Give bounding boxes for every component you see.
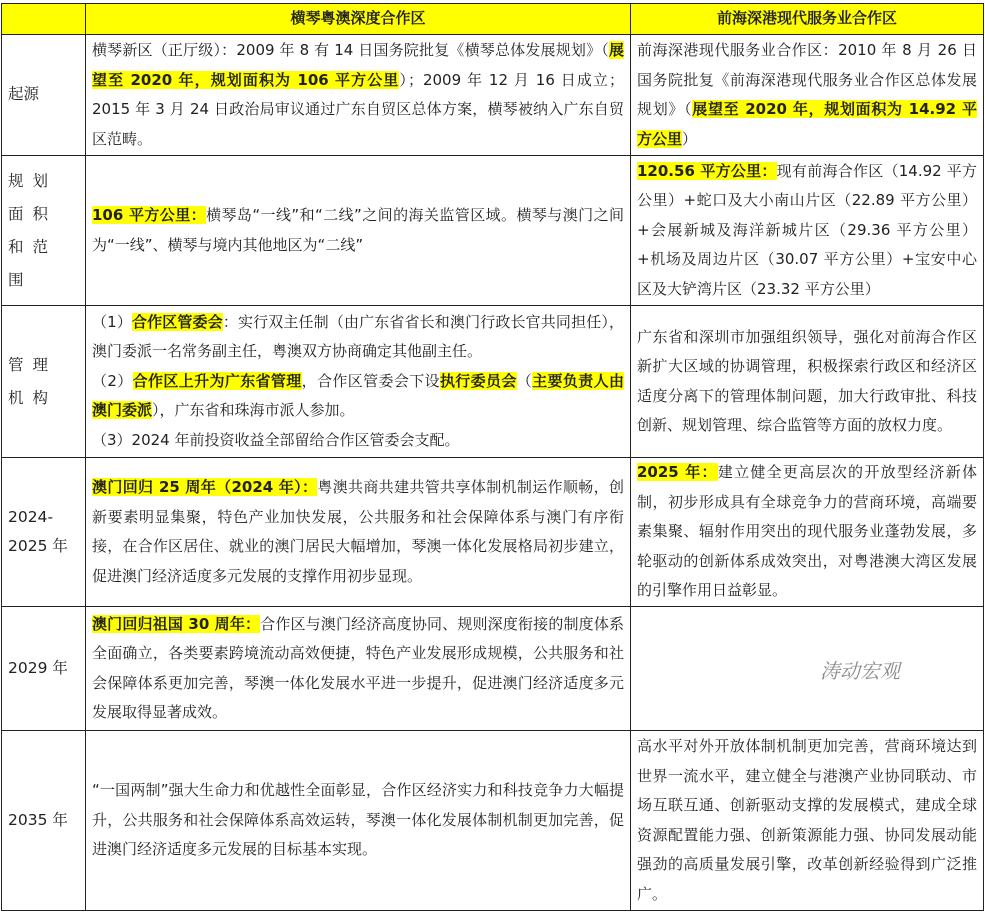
cell-text: ，合作区管委会下设 — [301, 371, 440, 390]
cell-text: “一国两制”强大生命力和优越性全面彰显，合作区经济实力和科技竞争力大幅提升，公共服务和社会保障体系高效运转，琴澳一体化发展体制机制更加完善，促进澳门经济适度多元发展的目标基本实现。 — [92, 781, 624, 859]
table-row — [2, 306, 984, 458]
hengqin-cell — [86, 306, 631, 458]
watermark: 涛动宏观 — [820, 659, 900, 683]
row-label: 规划面积和范围 — [2, 156, 86, 306]
row-label: 管理机构 — [2, 306, 86, 458]
qianhai-cell — [631, 35, 984, 156]
highlighted-text: 合作区管委会 — [131, 312, 223, 331]
qianhai-cell — [631, 156, 984, 306]
highlighted-text: 澳门回归祖国 30 周年： — [92, 614, 261, 633]
table-row — [2, 731, 984, 911]
cell-text: ） — [682, 129, 698, 148]
table-row — [2, 458, 984, 607]
cell-text: 合作区与澳门经济高度协同、规则深度衔接的制度体系全面确立，各类要素跨境流动高效便捷，特色产业发展形成规模，公共服务和社会保障体系更加完善，琴澳一体化发展水平进一步提升，促进澳门经济适度多元发展取得显著成效。 — [92, 614, 624, 721]
highlighted-text: 120.56 平方公里： — [637, 161, 777, 180]
row-label: 2035 年 — [2, 731, 86, 911]
cell-text: ），广东省和珠海市派人参加。 — [152, 401, 355, 420]
hengqin-cell — [86, 731, 631, 911]
header-qianhai: 前海深港现代服务业合作区 — [631, 4, 984, 35]
cell-text: （1） — [92, 312, 132, 331]
table-row — [2, 607, 984, 731]
hengqin-cell — [86, 35, 631, 156]
header-hengqin: 横琴粤澳深度合作区 — [86, 4, 631, 35]
cell-text: ：实行双主任制（由广东省省长和澳门行政长官共同担任），澳门委派一名常务副主任，粤澳双方协商确定其他副主任。 — [92, 312, 624, 361]
cell-text: 前海深港现代服务业合作区：2010 年 8 月 26 日国务院批复《前海深港现代服务业合作区总体发展规划》（ — [637, 41, 977, 118]
qianhai-cell — [631, 607, 984, 731]
hengqin-cell — [86, 156, 631, 306]
highlighted-text: 主要负责人由澳门委派 — [92, 371, 624, 420]
highlighted-text: 展望至 2020 年，规划面积为 14.92 平方公里 — [637, 100, 977, 148]
cell-text: ）；2009 年 12 月 16 日成立；2015 年 3 月 24 日政治局审议通过广东自贸区总体方案，横琴被纳入广东自贸区范畴。 — [92, 70, 624, 148]
table-row — [2, 35, 984, 156]
hengqin-cell — [86, 458, 631, 607]
cell-text: 广东省和深圳市加强组织领导，强化对前海合作区新扩大区域的协调管理，积极探索行政区和经济区适度分离下的管理体制问题，加大行政审批、科技创新、规划管理、综合监管等方面的放权力度。 — [637, 327, 977, 434]
cell-text: （3）2024 年前投资收益全部留给合作区管委会支配。 — [92, 430, 460, 449]
row-label: 2024-2025 年 — [2, 458, 86, 607]
highlighted-text: 合作区上升为广东省管理 — [132, 371, 302, 390]
highlighted-text: 106 平方公里： — [92, 206, 207, 224]
cell-text: 建立健全更高层次的开放型经济新体制，初步形成具有全球竞争力的营商环境，高端要素集聚、辐射作用突出的现代服务业蓬勃发展，多轮驱动的创新体系成效突出，对粤港澳大湾区发展的引擎作用日益彰显。 — [637, 463, 977, 600]
qianhai-cell — [631, 458, 984, 607]
row-label: 2029 年 — [2, 607, 86, 731]
comparison-table — [1, 3, 984, 911]
qianhai-cell — [631, 306, 984, 458]
highlighted-text: 展望至 2020 年，规划面积为 106 平方公里 — [92, 41, 624, 89]
header-row — [2, 4, 984, 35]
table-row — [2, 156, 984, 306]
cell-text: 横琴岛“一线”和“二线”之间的海关监管区域。横琴与澳门之间为“一线”、横琴与境内其他地区为“二线” — [92, 206, 624, 254]
cell-text: （2） — [92, 371, 133, 390]
cell-text: 粤澳共商共建共管共享体制机制运作顺畅，创新要素明显集聚，特色产业加快发展，公共服务和社会保障体系与澳门有序衔接，在合作区居住、就业的澳门居民大幅增加，琴澳一体化发展格局初步建立，促进澳门经济适度多元发展的支撑作用初步显现。 — [92, 478, 624, 585]
highlighted-text: 澳门回归 25 周年（2024 年）： — [92, 478, 318, 496]
qianhai-cell — [631, 731, 984, 911]
row-label: 起源 — [2, 35, 86, 156]
cell-text: （ — [516, 371, 533, 390]
hengqin-cell — [86, 607, 631, 731]
highlighted-text: 2025 年： — [637, 463, 718, 482]
cell-text: 横琴新区（正厅级）：2009 年 8 有 14 日国务院批复《横琴总体发展规划》（ — [92, 41, 609, 59]
header-corner — [2, 4, 86, 35]
cell-text: 高水平对外开放体制机制更加完善，营商环境达到世界一流水平，建立健全与港澳产业协同联动、市场互联互通、创新驱动支撑的发展模式，建成全球资源配置能力强、创新策源能力强、协同发展动能强劲的高质量发展引擎，改革创新经验得到广泛推广。 — [637, 737, 977, 903]
cell-text: 现有前海合作区（14.92 平方公里）+蛇口及大小南山片区（22.89 平方公里）+会展新城及海洋新城片区（29.36 平方公里）+机场及周边片区（30.07 平方公里）+宝安中心区及大铲湾片区（23.32 平方公里） — [637, 161, 977, 298]
highlighted-text: 执行委员会 — [439, 371, 517, 390]
